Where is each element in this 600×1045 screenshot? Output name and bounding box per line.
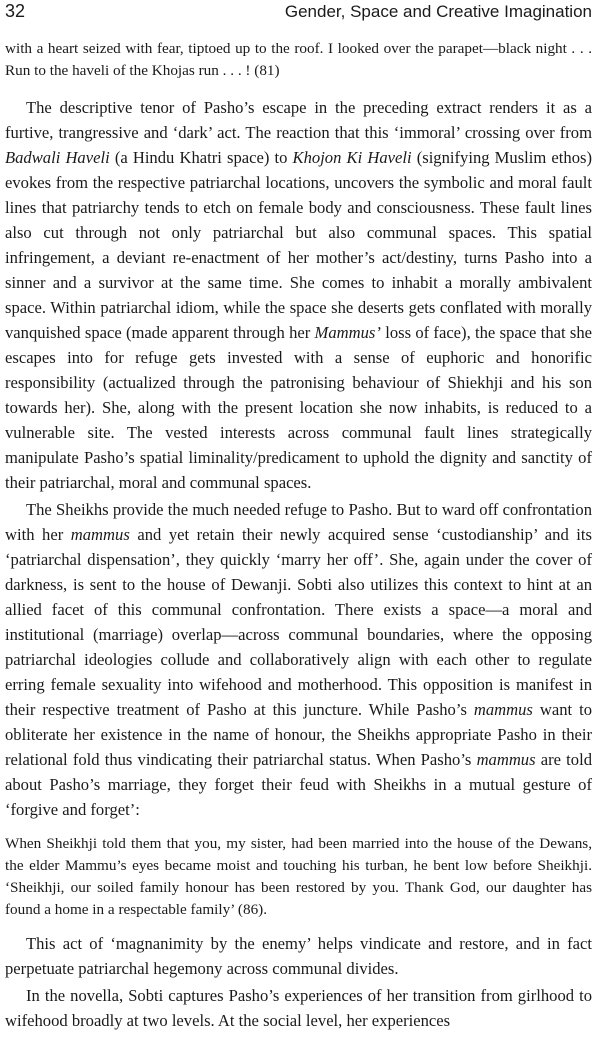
page-header xyxy=(5,0,592,29)
page-number: 32 xyxy=(5,1,26,21)
paragraph-2: The Sheikhs provide the much needed refuge to Pasho. But to ward off confrontation with her mammus and yet retain their newly acquired sense ‘custodianship’ and its ‘patriarchal dispensation’, they quickly ‘marry her off’. She, again under the cover of darkness, is sent to the house of Dewanji. Sobti also utilizes this context to hint at an allied facet of this communal confrontation. There exists a space—a moral and institutional (marriage) overlap—across communal boundaries, where the opposing patriarchal ideologies collude and collaboratively align with each other to regulate erring female sexuality into wifehood and motherhood. This opposition is manifest in their respective treatment of Pasho at this juncture. While Pasho’s mammus want to obliterate her existence in the name of honour, the Sheikhs appropriate Pasho in their relational fold thus vindicating their patriarchal status. When Pasho’s mammus are told about Pasho’s marriage, they forget their feud with Sheikhs in a mutual gesture of ‘forgive and forget’: xyxy=(5,499,593,819)
paragraph-1: The descriptive tenor of Pasho’s escape in the preceding extract renders it as a furtive, trangressive and ‘dark’ act. The reaction that this ‘immoral’ crossing over from Badwali Haveli (a Hindu Khatri space) to Khojon Ki Haveli (signifying Muslim ethos) evokes from the respective patriarchal locations, uncovers the symbolic and moral fault lines that patriarchy tends to etch on female body and consciousness. These fault lines also cut through not only patriarchal but also communal spaces. This spatial infringement, a deviant re-enactment of her mother’s act/destiny, turns Pasho into a sinner and a survivor at the same time. She comes to inhabit a morally ambivalent space. Within patriarchal idiom, while the space she deserts gets conflated with morally vanquished space (made apparent through her Mammus’ loss of face), the space that she escapes into for refuge gets invested with a sense of euphoric and honorific responsibility (actualized through the patronising behaviour of Shiekhji and his son towards her). She, along with the present location she now inhabits, is reduced to a vulnerable site. The vested interests across communal fault lines strategically manipulate Pasho’s spatial liminality/predicament to uphold the dignity and sanctity of their patriarchal, moral and communal spaces. xyxy=(5,97,592,492)
paragraph-4: In the novella, Sobti captures Pasho’s experiences of her transition from girlhood to wifehood broadly at two levels. At the social level, her experiences xyxy=(5,985,592,1030)
block-quote-top: with a heart seized with fear, tiptoed up to the roof. I looked over the parapet—black night . . . Run to the haveli of the Khojas run . . . ! (81) xyxy=(5,40,592,80)
block-quote-mid: When Sheikhji told them that you, my sister, had been married into the house of the Dewans, the elder Mammu’s eyes became moist and touching his turban, he bent low before Sheikhji. ‘Sheikhji, our soiled family honour has been restored by you. Thank God, our daughter has found a home in a respectable family’ (86). xyxy=(5,834,592,919)
paragraph-3: This act of ‘magnanimity by the enemy’ helps vindicate and restore, and in fact perpetuate patriarchal hegemony across communal divides. xyxy=(5,933,592,978)
running-title: Gender, Space and Creative Imagination xyxy=(284,2,592,21)
